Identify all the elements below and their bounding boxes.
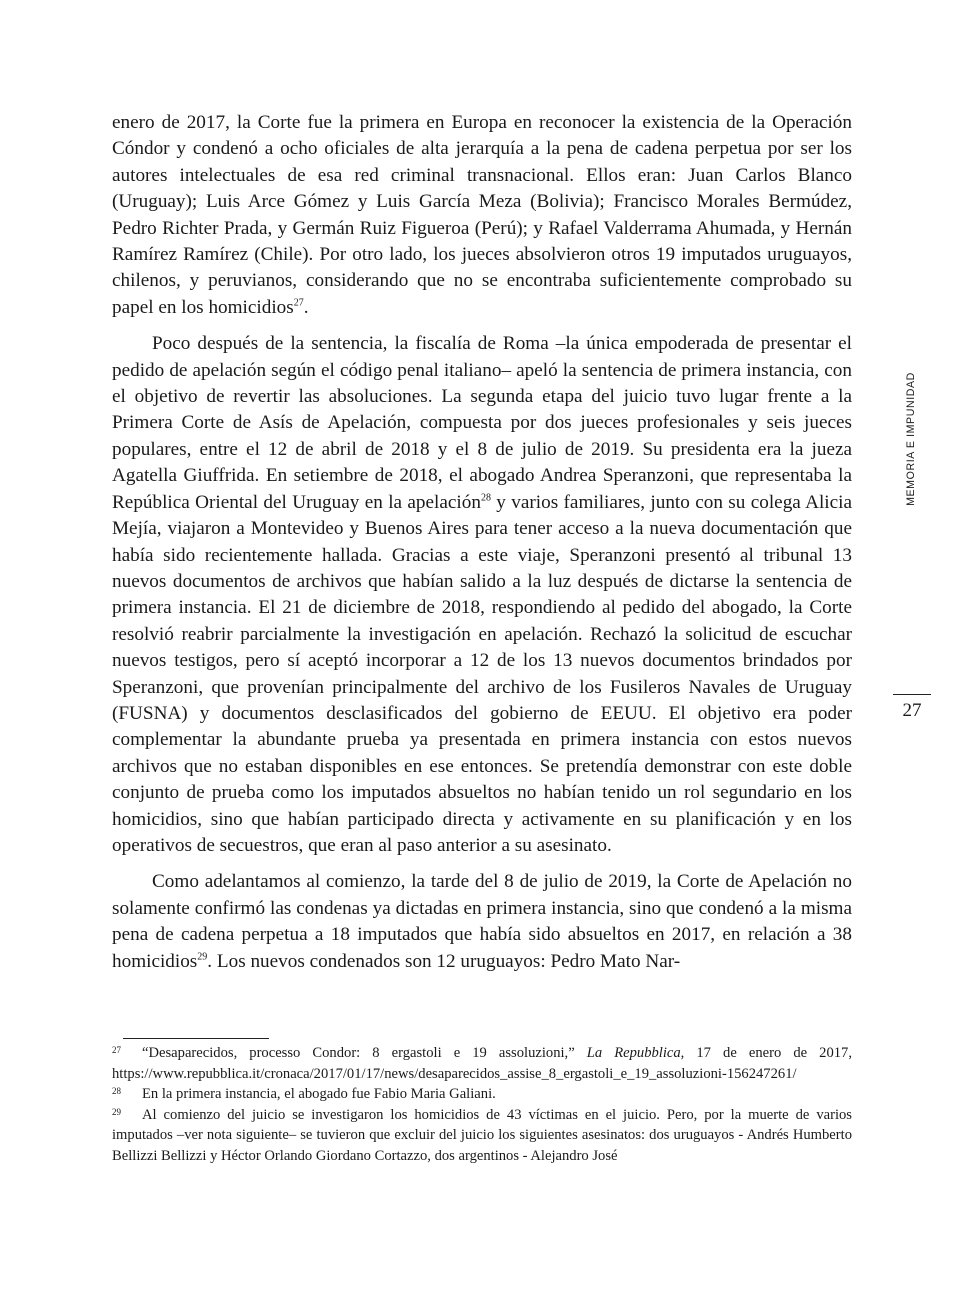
paragraph-1-text: enero de 2017, la Corte fue la primera en Europa en reconocer la existencia de la Operación Cóndor y condenó a ocho oficiales de alta jerarquía a la pena de cadena perpetua por ser los autores intelectuales de esa red criminal transnacional. Ellos eran: Juan Carlos Blanco (Uruguay); Luis Arce Gómez y Luis García Meza (Bolivia); Francisco Morales Bermúdez, Pedro Richter Prada, y Germán Ruiz Figueroa (Perú); y Rafael Valderrama Ahumada, y Hernán Ramírez Ramírez (Chile). Por otro lado, los jueces absolvieron otros 19 imputados uruguayos, chilenos, y peruvianos, considerando que no se encontraba suficientemente comprobado su papel en los homicidios — [112, 112, 852, 318]
body-text — [112, 110, 852, 985]
footnote-ref-28: 28 — [480, 492, 491, 504]
paragraph-3 — [112, 869, 852, 975]
footnote-source-title: La Repubblica — [586, 1045, 681, 1061]
paragraph-3-text-a: Como adelantamos al comienzo, la tarde del 8 de julio de 2019, la Corte de Apelación no solamente confirmó las condenas ya dictadas en primera instancia, sino que condenó a la misma pena de cadena perpetua a 18 imputados que había sido absueltos en 2017, en relación a 38 homicidios — [112, 871, 852, 972]
footnote-29 — [112, 1105, 852, 1167]
paragraph-1 — [112, 110, 852, 321]
running-head — [902, 366, 920, 512]
footnote-text: Al comienzo del juicio se investigaron los homicidios de 43 víctimas en el juicio. Pero, por la muerte de varios imputados –ver nota siguiente– se tuvieron que excluir del juicio los siguientes asesinatos: dos uruguayos - Andrés Humberto Bellizzi Bellizzi y Héctor Orlando Giordano Cortazzo, dos argentinos - Alejandro José — [112, 1106, 852, 1164]
paragraph-3-text-b: . Los nuevos condenados son 12 uruguayos: Pedro Mato Nar- — [207, 950, 681, 972]
paragraph-2-text-a: Poco después de la sentencia, la fiscalía de Roma –la única empoderada de presentar el pedido de apelación según el código penal italiano– apeló la sentencia de primera instancia, con el objetivo de revertir las absoluciones. La segunda etapa del juicio tuvo lugar frente a la Primera Corte de Asís de Apelación, compuesta por dos jueces profesionales y seis jueces populares, entre el 12 de abril de 2018 y el 8 de julio de 2019. Su presidenta era la jueza Agatella Giuffrida. En setiembre de 2018, el abogado Andrea Speranzoni, que representaba la República Oriental del Uruguay en la apelación — [112, 333, 852, 513]
footnote-28 — [112, 1084, 852, 1105]
footnote-ref-29: 29 — [197, 951, 208, 963]
footnote-number: 27 — [112, 1045, 121, 1055]
footnote-text-cont: , 17 de enero de 2017, https://www.repubblica.it/cronaca/2017/01/17/news/desaparecidos_assise_8_ergastoli_e_19_assoluzioni-156247261/ — [112, 1045, 852, 1082]
running-head-text: MEMORIA E IMPUNIDAD — [905, 372, 918, 506]
paragraph-1-end: . — [303, 296, 309, 318]
footnotes — [112, 1043, 852, 1167]
footnote-ref-27: 27 — [293, 297, 304, 309]
footnote-divider — [123, 1038, 269, 1039]
footnote-number: 28 — [112, 1086, 121, 1097]
footnote-text: “Desaparecidos, processo Condor: 8 ergastoli e 19 assoluzioni,” — [142, 1045, 587, 1061]
page-number-rule — [893, 694, 931, 695]
page-number: 27 — [902, 700, 922, 721]
footnote-number: 29 — [112, 1106, 121, 1117]
paragraph-2-text-b: y varios familiares, junto con su colega Alicia Mejía, viajaron a Montevideo y Buenos Aires para tener acceso a la nueva documentación que había sido recientemente hallada. Gracias a este viaje, Speranzoni presentó al tribunal 13 nuevos documentos de archivos que habían salido a la luz después de dictarse la sentencia de primera instancia. El 21 de diciembre de 2018, respondiendo al pedido del abogado, la Corte resolvió reabrir parcialmente la investigación en apelación. Rechazó la solicitud de escuchar nuevos testigos, pero sí aceptó incorporar a 12 de los 13 nuevos documentos brindados por Speranzoni, que provenían principalmente del archivo de los Fusileros Navales de Uruguay (FUSNA) y documentos desclasificados del gobierno de EEUU. El objetivo era poder complementar la abundante prueba ya presentada en primera instancia con estos nuevos archivos que no estaban disponibles en ese entonces. Se pretendía demonstrar con este doble conjunto de prueba como los imputados absueltos no habían tenido un rol segundario en los homicidios, sino que habían participado directa y activamente en su planificación y en los operativos de secuestros, que eran al paso anterior a su asesinato. — [112, 491, 853, 856]
footnote-text: En la primera instancia, el abogado fue Fabio Maria Galiani. — [142, 1086, 496, 1103]
footnote-27 — [112, 1043, 852, 1084]
paragraph-2 — [112, 331, 852, 859]
